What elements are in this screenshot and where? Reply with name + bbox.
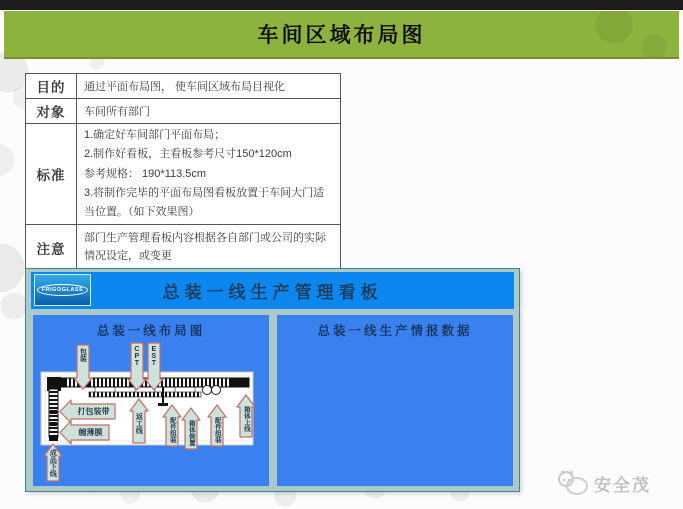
table-row [26, 99, 341, 124]
label-cabinet-inversion: 箱体倒置 [187, 420, 195, 446]
stand-base [158, 403, 168, 406]
row-header: 目的 [26, 74, 77, 99]
label-est: EST [150, 346, 158, 367]
watermark [556, 466, 680, 500]
label-film-wrap: 缠薄膜 [78, 428, 103, 437]
conveyor-vertical-mark [50, 422, 57, 426]
table-row [26, 124, 341, 225]
row-content: 部门生产管理看板内容根据各自部门或公司的实际情况设定，或变更 [77, 225, 341, 271]
conveyor-secondary [89, 392, 201, 397]
standard-line-4: 3.将制作完毕的平面布局图看板放置于车间大门适当位置。（如下效果图） [84, 186, 325, 218]
watermark-text: 安全茂 [594, 475, 651, 495]
label-packaging: 包装 [79, 348, 87, 362]
process-table [25, 73, 341, 271]
layout-diagram [33, 315, 269, 486]
label-product-offline: 成品下线 [49, 449, 57, 477]
info-panel-title: 总装一线生产情报数据 [317, 324, 473, 338]
conveyor-vertical-mark [50, 410, 57, 414]
label-parts-assembly-2: 配件组装 [213, 417, 221, 443]
table-row [26, 225, 341, 271]
frigoglass-logo [34, 274, 91, 306]
board-header [31, 272, 514, 309]
conveyor-vertical-end [49, 435, 58, 441]
row-header: 标准 [26, 124, 77, 225]
row-header: 注意 [26, 225, 77, 271]
roller-circle [212, 386, 221, 395]
standard-line-3: 参考规格： 190*113.5cm [84, 167, 207, 180]
conveyor-main-right-end [229, 378, 249, 387]
row-content: 车间所有部门 [77, 99, 341, 124]
logo-text: FRIGOGLASS [37, 284, 88, 296]
page-title: 车间区域布局图 [257, 24, 426, 47]
paw-logo-icon [556, 469, 590, 497]
layout-panel-title: 总装一线布局图 [96, 324, 206, 338]
row-content [77, 124, 341, 225]
roller-circle [203, 386, 212, 395]
standard-line-2: 2.制作好看板，主看板参考尺寸150*120cm [84, 148, 292, 161]
label-cpt: CPT [133, 346, 141, 367]
board-title: 总装一线生产管理看板 [162, 283, 383, 302]
label-cabinet-online: 箱体上线 [242, 406, 250, 432]
row-content: 通过平面布局图， 使车间区域布局目视化 [77, 74, 341, 99]
label-parts-assembly-1: 配件组装 [168, 417, 176, 443]
label-rework-line: 返工线 [135, 413, 143, 434]
kanban-board [25, 268, 520, 492]
standard-line-1: 1.确定好车间部门平面布局； [84, 129, 226, 141]
layout-panel [33, 315, 269, 486]
top-bar [0, 0, 683, 10]
info-panel [277, 315, 513, 486]
label-strapping: 打包装带 [77, 407, 110, 416]
row-header: 对象 [26, 99, 77, 124]
title-bar [4, 11, 679, 59]
table-row [26, 74, 341, 99]
